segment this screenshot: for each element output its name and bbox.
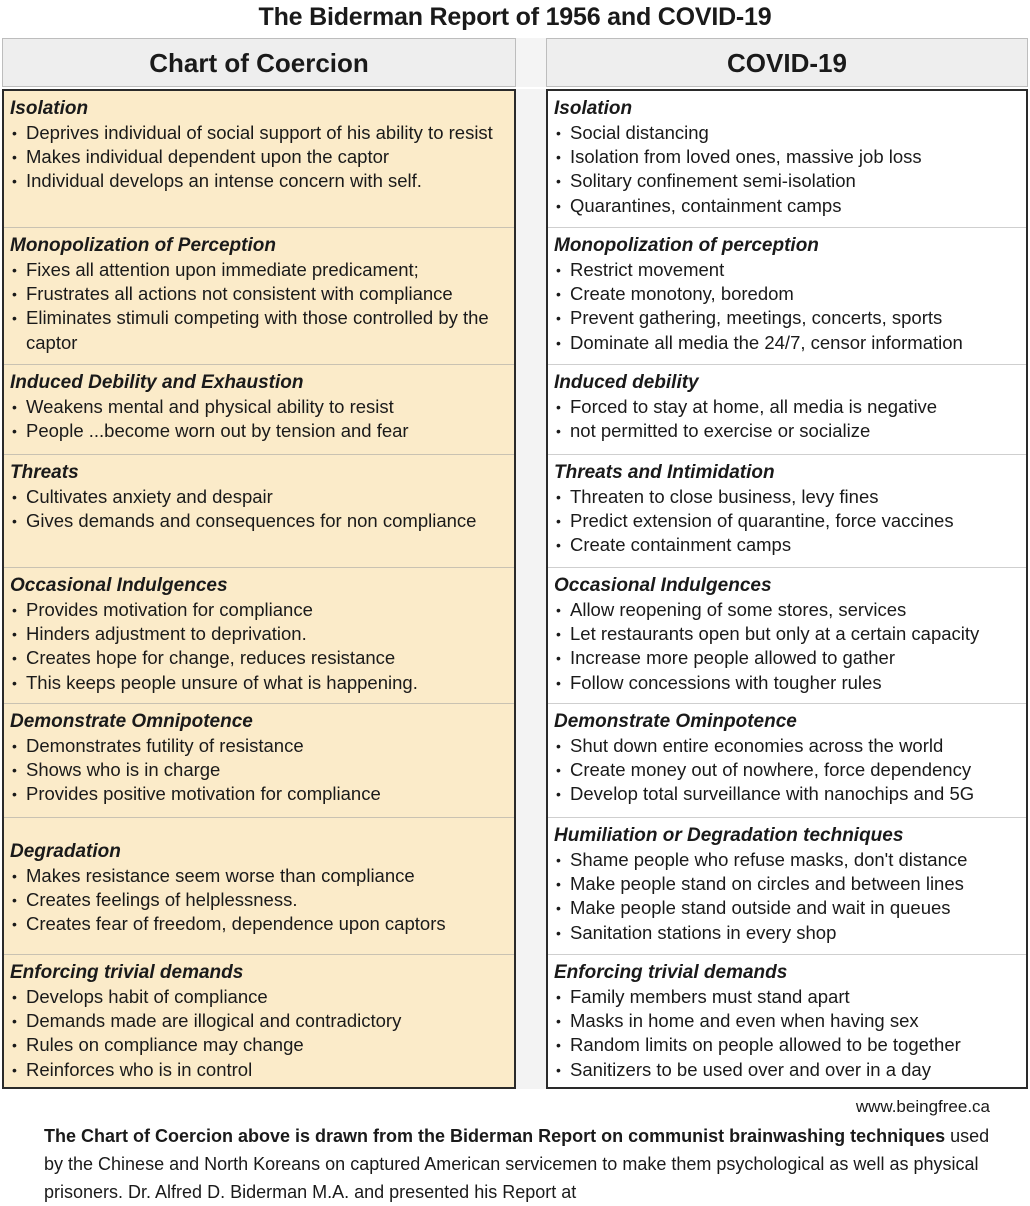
left-cell xyxy=(4,91,514,228)
right-bullet-item: • Predict extension of quarantine, force vaccines xyxy=(554,509,1020,533)
footer-note-bold: The Chart of Coercion above is drawn from the Biderman Report on communist brainwashing techniques xyxy=(44,1126,946,1146)
left-cell xyxy=(4,568,514,704)
right-cell xyxy=(548,228,1026,365)
right-cell xyxy=(548,568,1026,704)
left-bullet-list xyxy=(10,598,508,695)
right-bullet-list xyxy=(554,598,1020,695)
left-cell-title: Demonstrate Omnipotence xyxy=(10,711,253,732)
right-bullet-list xyxy=(554,485,1020,558)
left-bullet-item: • Cultivates anxiety and despair xyxy=(10,485,508,509)
left-bullet-item: • Provides positive motivation for compliance xyxy=(10,782,508,806)
left-bullet-item: • Makes individual dependent upon the captor xyxy=(10,145,508,169)
left-bullet-item: • Fixes all attention upon immediate predicament; xyxy=(10,258,508,282)
left-bullet-item: • Gives demands and consequences for non compliance xyxy=(10,509,508,533)
left-cell xyxy=(4,955,514,1089)
left-bullet-item: • Frustrates all actions not consistent with compliance xyxy=(10,282,508,306)
left-bullet-item: • People ...become worn out by tension and fear xyxy=(10,419,508,443)
right-cell-title: Induced debility xyxy=(554,372,699,393)
right-bullet-item: • Create money out of nowhere, force dependency xyxy=(554,758,1020,782)
source-url: www.beingfree.ca xyxy=(855,1097,990,1116)
right-bullet-item: • Quarantines, containment camps xyxy=(554,194,1020,218)
left-cell xyxy=(4,455,514,568)
right-cell xyxy=(548,818,1026,955)
right-bullet-item: • Social distancing xyxy=(554,121,1020,145)
right-bullet-item: • Allow reopening of some stores, services xyxy=(554,598,1020,622)
right-cell-title: Occasional Indulgences xyxy=(554,575,772,596)
right-bullet-item: • Isolation from loved ones, massive job loss xyxy=(554,145,1020,169)
right-bullet-item: • Restrict movement xyxy=(554,258,1020,282)
left-bullet-item: • Rules on compliance may change xyxy=(10,1033,508,1057)
left-bullet-item: • Demonstrates futility of resistance xyxy=(10,734,508,758)
coercion-column xyxy=(2,89,516,1089)
footer-note-rest: used by the Chinese and North Koreans on captured American servicemen to make them psychological as well as physical prisoners. Dr. Alfred D. Biderman M.A. and presented his Report at xyxy=(44,1126,990,1202)
left-bullet-item: • Develops habit of compliance xyxy=(10,985,508,1009)
left-bullet-item: • Provides motivation for compliance xyxy=(10,598,508,622)
right-bullet-item: • Prevent gathering, meetings, concerts, sports xyxy=(554,306,1020,330)
left-bullet-item: • Creates hope for change, reduces resistance xyxy=(10,646,508,670)
right-bullet-item: • Shut down entire economies across the world xyxy=(554,734,1020,758)
left-bullet-item: • Shows who is in charge xyxy=(10,758,508,782)
right-bullet-item: • Solitary confinement semi-isolation xyxy=(554,169,1020,193)
right-bullet-item: • Forced to stay at home, all media is negative xyxy=(554,395,1020,419)
right-bullet-item: • Make people stand outside and wait in queues xyxy=(554,896,1020,920)
right-cell xyxy=(548,91,1026,228)
left-column-header: Chart of Coercion xyxy=(2,38,516,87)
right-cell-title: Humiliation or Degradation techniques xyxy=(554,825,904,846)
left-bullet-item: • Eliminates stimuli competing with those controlled by the captor xyxy=(10,306,508,354)
right-bullet-item: • Sanitizers to be used over and over in a day xyxy=(554,1058,1020,1082)
right-bullet-item: • Sanitation stations in every shop xyxy=(554,921,1020,945)
right-bullet-item: • Increase more people allowed to gather xyxy=(554,646,1020,670)
left-cell-title: Monopolization of Perception xyxy=(10,235,276,256)
left-cell-title: Occasional Indulgences xyxy=(10,575,228,596)
right-bullet-item: • Masks in home and even when having sex xyxy=(554,1009,1020,1033)
left-bullet-item: • Creates fear of freedom, dependence upon captors xyxy=(10,912,508,936)
right-cell-title: Threats and Intimidation xyxy=(554,462,775,483)
header-gutter xyxy=(516,38,546,87)
right-cell-title: Monopolization of perception xyxy=(554,235,819,256)
left-bullet-list xyxy=(10,258,508,355)
covid-column xyxy=(546,89,1028,1089)
right-bullet-item: • Threaten to close business, levy fines xyxy=(554,485,1020,509)
left-bullet-item: • Weakens mental and physical ability to resist xyxy=(10,395,508,419)
left-cell-title: Degradation xyxy=(10,841,121,862)
left-bullet-item: • Individual develops an intense concern with self. xyxy=(10,169,508,193)
right-bullet-item: • Let restaurants open but only at a certain capacity xyxy=(554,622,1020,646)
left-bullet-list xyxy=(10,864,508,937)
right-bullet-list xyxy=(554,258,1020,355)
right-cell xyxy=(548,704,1026,818)
right-bullet-item: • Develop total surveillance with nanochips and 5G xyxy=(554,782,1020,806)
page-title: The Biderman Report of 1956 and COVID-19 xyxy=(258,3,772,31)
right-cell-title: Demonstrate Ominpotence xyxy=(554,711,797,732)
right-cell-title: Enforcing trivial demands xyxy=(554,962,788,983)
left-cell-title: Induced Debility and Exhaustion xyxy=(10,372,304,393)
left-bullet-item: • Creates feelings of helplessness. xyxy=(10,888,508,912)
left-bullet-list xyxy=(10,395,508,443)
left-cell xyxy=(4,818,514,955)
right-bullet-item: • not permitted to exercise or socialize xyxy=(554,419,1020,443)
column-gutter xyxy=(516,89,546,1089)
left-bullet-list xyxy=(10,121,508,194)
right-bullet-item: • Create monotony, boredom xyxy=(554,282,1020,306)
footer-note xyxy=(44,1122,994,1206)
right-cell xyxy=(548,455,1026,568)
right-bullet-item: • Follow concessions with tougher rules xyxy=(554,671,1020,695)
left-cell-title: Threats xyxy=(10,462,79,483)
right-bullet-item: • Make people stand on circles and between lines xyxy=(554,872,1020,896)
left-bullet-list xyxy=(10,985,508,1082)
right-cell xyxy=(548,955,1026,1089)
right-cell-title: Isolation xyxy=(554,98,633,119)
left-bullet-item: • Reinforces who is in control xyxy=(10,1058,508,1082)
left-cell xyxy=(4,365,514,455)
left-bullet-item: • Deprives individual of social support of his ability to resist xyxy=(10,121,508,145)
right-bullet-item: • Shame people who refuse masks, don't distance xyxy=(554,848,1020,872)
right-bullet-list xyxy=(554,395,1020,443)
left-bullet-item: • Demands made are illogical and contradictory xyxy=(10,1009,508,1033)
left-cell xyxy=(4,228,514,365)
left-cell xyxy=(4,704,514,818)
right-bullet-list xyxy=(554,848,1020,945)
right-bullet-item: • Create containment camps xyxy=(554,533,1020,557)
right-bullet-item: • Family members must stand apart xyxy=(554,985,1020,1009)
right-column-header: COVID-19 xyxy=(546,38,1028,87)
left-cell-title: Enforcing trivial demands xyxy=(10,962,244,983)
left-bullet-item: • Hinders adjustment to deprivation. xyxy=(10,622,508,646)
right-cell xyxy=(548,365,1026,455)
right-bullet-list xyxy=(554,985,1020,1082)
right-bullet-item: • Random limits on people allowed to be together xyxy=(554,1033,1020,1057)
right-bullet-list xyxy=(554,121,1020,218)
left-bullet-item: • Makes resistance seem worse than compliance xyxy=(10,864,508,888)
right-bullet-list xyxy=(554,734,1020,807)
right-bullet-item: • Dominate all media the 24/7, censor information xyxy=(554,331,1020,355)
left-bullet-list xyxy=(10,734,508,807)
left-bullet-item: • This keeps people unsure of what is happening. xyxy=(10,671,508,695)
left-cell-title: Isolation xyxy=(10,98,89,119)
left-bullet-list xyxy=(10,485,508,533)
